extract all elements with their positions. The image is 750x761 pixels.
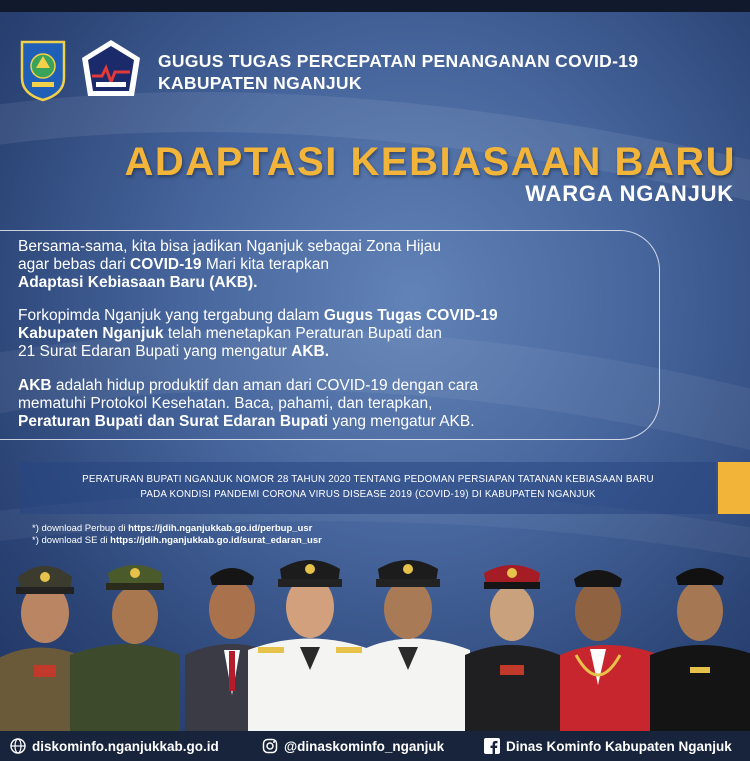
footer-website[interactable] xyxy=(10,738,219,754)
organization-name xyxy=(158,50,638,94)
regulation-accent-bar xyxy=(718,462,750,514)
p1-line-1: Bersama-sama, kita bisa jadikan Nganjuk sebagai Zona Hijau xyxy=(18,238,442,255)
download-perbup xyxy=(32,523,312,535)
top-bar xyxy=(0,0,750,12)
p1-text-2: Mari kita terapkan xyxy=(201,256,330,273)
official-4 xyxy=(248,560,372,733)
official-5 xyxy=(362,560,470,733)
p1-bold-2: Adaptasi Kebiasaan Baru (AKB). xyxy=(18,274,258,291)
regulation-banner xyxy=(20,462,716,514)
p3-text-2: yang mengatur AKB. xyxy=(328,413,475,430)
footer-facebook-text: Dinas Kominfo Kabupaten Nganjuk xyxy=(506,738,732,754)
footer-instagram[interactable] xyxy=(262,738,444,754)
p3-bold-2: Peraturan Bupati dan Surat Edaran Bupati xyxy=(18,413,329,430)
footer-instagram-text: @dinaskominfo_nganjuk xyxy=(284,738,445,754)
p2-text: Forkopimda Nganjuk yang tergabung dalam xyxy=(18,307,324,324)
org-line-1: GUGUS TUGAS PERCEPATAN PENANGANAN COVID-19 xyxy=(158,51,639,71)
p1-bold: COVID-19 xyxy=(130,256,202,273)
p1-text: agar bebas dari xyxy=(18,256,131,273)
footer-website-text: diskominfo.nganjukkab.go.id xyxy=(32,738,219,754)
p3-line-3 xyxy=(18,413,478,431)
official-2 xyxy=(70,565,180,733)
p2-line-3 xyxy=(18,343,498,361)
org-line-2: KABUPATEN NGANJUK xyxy=(158,73,362,93)
p2-line-2 xyxy=(18,325,498,343)
footer-facebook[interactable] xyxy=(484,738,732,754)
regency-seal-icon xyxy=(18,38,68,102)
main-title: ADAPTASI KEBIASAAN BARU xyxy=(124,140,736,184)
paragraph-2 xyxy=(18,307,498,361)
download-se xyxy=(32,535,322,547)
covid-task-force-logo-icon xyxy=(78,38,144,102)
globe-icon xyxy=(10,738,26,754)
instagram-icon xyxy=(262,738,278,754)
p3-line-1 xyxy=(18,377,478,395)
subtitle: WARGA NGANJUK xyxy=(525,181,734,206)
paragraph-1 xyxy=(18,238,441,292)
facebook-icon xyxy=(484,738,500,754)
official-8 xyxy=(650,568,750,733)
p2-text-2: telah menetapkan Peraturan Bupati dan xyxy=(163,325,442,342)
download-perbup-label: *) download Perbup di xyxy=(32,523,129,534)
p3-text: adalah hidup produktif dan aman dari COVID-19 dengan cara xyxy=(51,377,479,394)
paragraph-3 xyxy=(18,377,478,431)
p1-line-2 xyxy=(18,256,441,274)
download-se-label: *) download SE di xyxy=(32,535,111,546)
p2-bold-3: AKB. xyxy=(291,343,330,360)
official-6 xyxy=(465,565,560,733)
officials-photo xyxy=(0,555,750,733)
p3-bold: AKB xyxy=(18,377,52,394)
p2-bold-2: Kabupaten Nganjuk xyxy=(18,325,164,342)
p1-line-3 xyxy=(18,274,441,292)
regulation-line-2: PADA KONDISI PANDEMI CORONA VIRUS DISEASE 2019 (COVID-19) DI KABUPATEN NGANJUK xyxy=(140,489,596,500)
p3-line-2: mematuhi Protokol Kesehatan. Baca, pahami, dan terapkan, xyxy=(18,395,433,412)
p2-text-3: 21 Surat Edaran Bupati yang mengatur xyxy=(18,343,292,360)
p2-bold: Gugus Tugas COVID-19 xyxy=(323,307,498,324)
regulation-line-1: PERATURAN BUPATI NGANJUK NOMOR 28 TAHUN 2020 TENTANG PEDOMAN PERSIAPAN TATANAN KEBIASAAN BARU xyxy=(82,474,654,485)
official-7 xyxy=(560,570,660,733)
download-perbup-link[interactable]: https://jdih.nganjukkab.go.id/perbup_usr xyxy=(128,523,313,534)
footer xyxy=(0,731,750,761)
p2-line-1 xyxy=(18,307,498,325)
download-se-link[interactable]: https://jdih.nganjukkab.go.id/surat_edaran_usr xyxy=(110,535,322,546)
